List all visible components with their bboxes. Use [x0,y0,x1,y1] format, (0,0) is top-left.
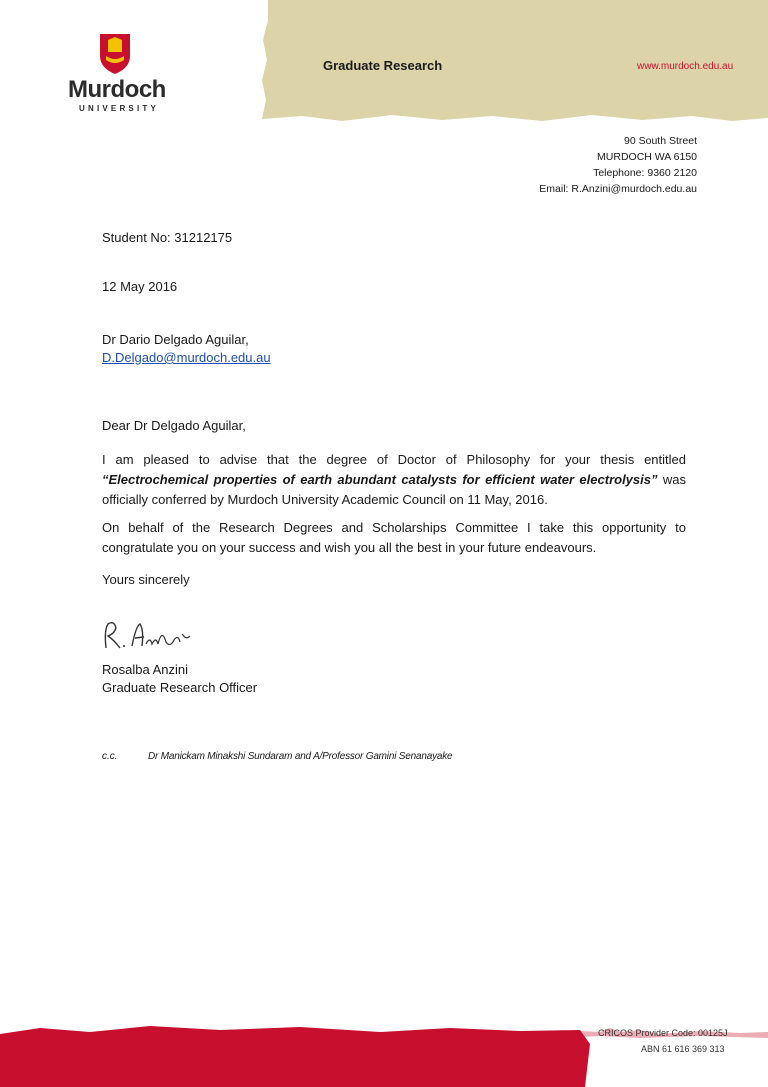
logo-subtitle: UNIVERSITY [79,104,160,113]
recipient-name: Dr Dario Delgado Aguilar, [102,332,249,347]
university-logo [68,34,168,114]
department-title: Graduate Research [323,58,443,73]
logo-name: Murdoch [68,76,166,103]
cc-label: c.c. [102,751,118,762]
signature [100,618,200,654]
abn-number: ABN 61 616 369 313 [641,1044,725,1054]
student-number: Student No: 31212175 [102,230,233,245]
signer-name: Rosalba Anzini [102,662,188,677]
para1-intro: I am pleased to advise that the degree of Doctor of Philosophy for your thesis entitled [102,452,686,467]
address-telephone: Telephone: 9360 2120 [593,167,697,179]
paragraph-2: On behalf of the Research Degrees and Scholarships Committee I take this opportunity to congratulate you on your success and wish you all the best in your future endeavours. [102,520,686,555]
signer-title: Graduate Research Officer [102,680,258,695]
letter-date: 12 May 2016 [102,279,178,294]
website-link[interactable]: www.murdoch.edu.au [637,61,734,72]
cricos-code: CRICOS Provider Code: 00125J [598,1028,728,1038]
address-suburb: MURDOCH WA 6150 [597,151,697,163]
cc-names: Dr Manickam Minakshi Sundaram and A/Professor Gamini Senanayake [148,751,453,762]
address-email: Email: R.Anzini@murdoch.edu.au [539,183,697,195]
recipient-email-link[interactable]: D.Delgado@murdoch.edu.au [102,350,271,365]
salutation: Dear Dr Delgado Aguilar, [102,418,246,433]
para1-outro: was officially conferred by Murdoch University Academic Council on 11 May, 2016. [102,472,686,507]
crest-icon [98,34,132,74]
address-block [539,133,697,197]
thesis-title: “Electrochemical properties of earth abundant catalysts for efficient water electrolysis” [102,472,658,487]
paragraph-1 [102,450,686,510]
address-street: 90 South Street [624,135,697,147]
closing: Yours sincerely [102,572,190,587]
